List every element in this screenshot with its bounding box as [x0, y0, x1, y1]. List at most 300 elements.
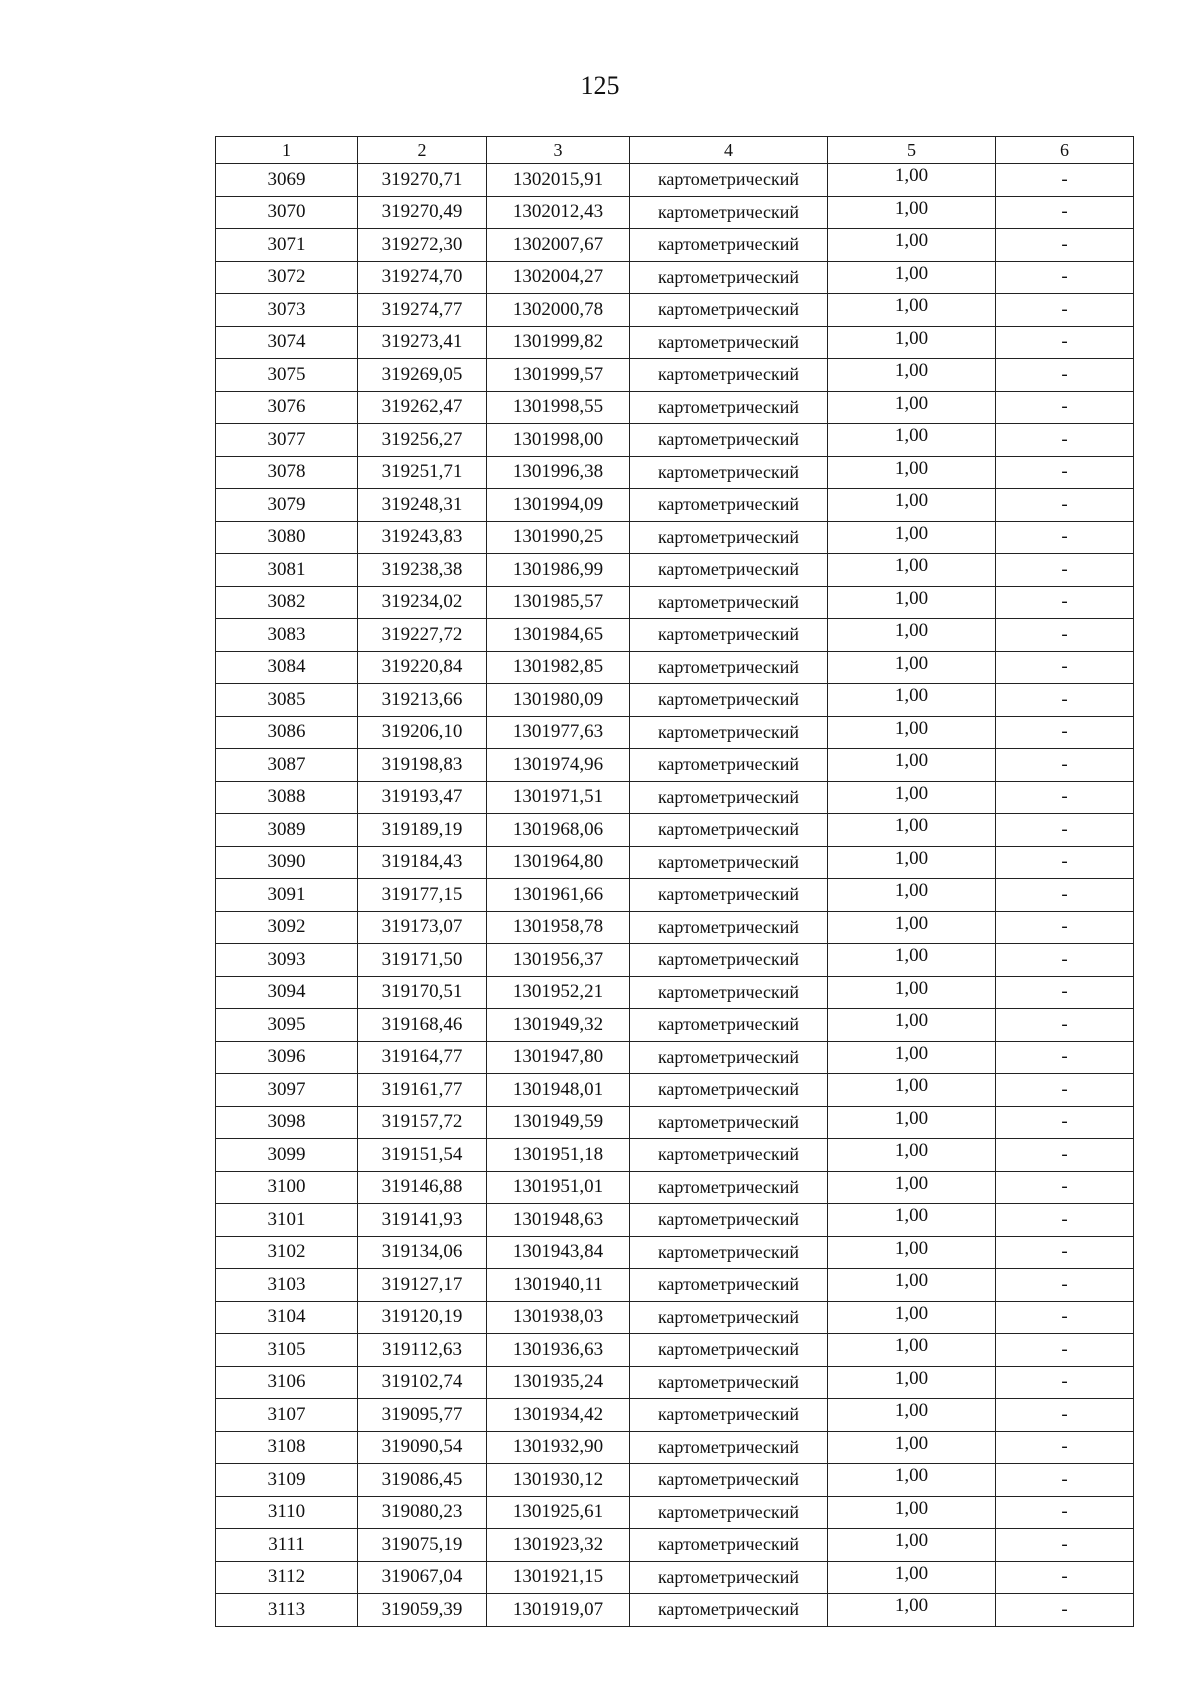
method-cell: картометрический: [630, 521, 828, 554]
point-number-cell: 3095: [216, 1009, 358, 1042]
note-cell: -: [996, 749, 1134, 782]
x-coordinate-cell: 319173,07: [358, 911, 487, 944]
accuracy-cell: 1,00: [828, 1074, 996, 1107]
column-header: 6: [996, 137, 1134, 164]
point-number-cell: 3076: [216, 391, 358, 424]
note-cell: -: [996, 814, 1134, 847]
table-row: [216, 716, 1134, 749]
note-cell: -: [996, 944, 1134, 977]
note-cell: -: [996, 1431, 1134, 1464]
y-coordinate-cell: 1301932,90: [487, 1431, 630, 1464]
note-cell: -: [996, 1171, 1134, 1204]
y-coordinate-cell: 1301949,32: [487, 1009, 630, 1042]
y-coordinate-cell: 1301994,09: [487, 489, 630, 522]
table-row: [216, 424, 1134, 457]
accuracy-cell: 1,00: [828, 1464, 996, 1497]
table-row: [216, 1009, 1134, 1042]
method-cell: картометрический: [630, 1106, 828, 1139]
note-cell: -: [996, 684, 1134, 717]
note-cell: -: [996, 1366, 1134, 1399]
y-coordinate-cell: 1302015,91: [487, 164, 630, 197]
x-coordinate-cell: 319170,51: [358, 976, 487, 1009]
accuracy-cell: 1,00: [828, 1594, 996, 1627]
method-cell: картометрический: [630, 554, 828, 587]
x-coordinate-cell: 319120,19: [358, 1301, 487, 1334]
column-header: 3: [487, 137, 630, 164]
accuracy-cell: 1,00: [828, 1009, 996, 1042]
method-cell: картометрический: [630, 456, 828, 489]
note-cell: -: [996, 391, 1134, 424]
method-cell: картометрический: [630, 1496, 828, 1529]
x-coordinate-cell: 319213,66: [358, 684, 487, 717]
note-cell: -: [996, 521, 1134, 554]
y-coordinate-cell: 1301999,57: [487, 359, 630, 392]
accuracy-cell: 1,00: [828, 261, 996, 294]
accuracy-cell: 1,00: [828, 391, 996, 424]
accuracy-cell: 1,00: [828, 456, 996, 489]
x-coordinate-cell: 319238,38: [358, 554, 487, 587]
accuracy-cell: 1,00: [828, 944, 996, 977]
note-cell: -: [996, 1301, 1134, 1334]
method-cell: картометрический: [630, 1171, 828, 1204]
x-coordinate-cell: 319157,72: [358, 1106, 487, 1139]
table-body: [216, 164, 1134, 1627]
y-coordinate-cell: 1301958,78: [487, 911, 630, 944]
table-row: [216, 1529, 1134, 1562]
accuracy-cell: 1,00: [828, 619, 996, 652]
point-number-cell: 3096: [216, 1041, 358, 1074]
table-row: [216, 229, 1134, 262]
accuracy-cell: 1,00: [828, 229, 996, 262]
y-coordinate-cell: 1301943,84: [487, 1236, 630, 1269]
x-coordinate-cell: 319184,43: [358, 846, 487, 879]
x-coordinate-cell: 319274,77: [358, 294, 487, 327]
accuracy-cell: 1,00: [828, 326, 996, 359]
y-coordinate-cell: 1301971,51: [487, 781, 630, 814]
accuracy-cell: 1,00: [828, 424, 996, 457]
note-cell: -: [996, 1334, 1134, 1367]
accuracy-cell: 1,00: [828, 651, 996, 684]
point-number-cell: 3093: [216, 944, 358, 977]
method-cell: картометрический: [630, 814, 828, 847]
point-number-cell: 3087: [216, 749, 358, 782]
x-coordinate-cell: 319080,23: [358, 1496, 487, 1529]
method-cell: картометрический: [630, 651, 828, 684]
point-number-cell: 3080: [216, 521, 358, 554]
method-cell: картометрический: [630, 1236, 828, 1269]
note-cell: -: [996, 489, 1134, 522]
y-coordinate-cell: 1301934,42: [487, 1399, 630, 1432]
table-row: [216, 196, 1134, 229]
accuracy-cell: 1,00: [828, 976, 996, 1009]
column-header: 4: [630, 137, 828, 164]
table-row: [216, 261, 1134, 294]
x-coordinate-cell: 319095,77: [358, 1399, 487, 1432]
method-cell: картометрический: [630, 1204, 828, 1237]
x-coordinate-cell: 319243,83: [358, 521, 487, 554]
note-cell: -: [996, 1204, 1134, 1237]
point-number-cell: 3073: [216, 294, 358, 327]
point-number-cell: 3070: [216, 196, 358, 229]
table-row: [216, 1301, 1134, 1334]
point-number-cell: 3078: [216, 456, 358, 489]
x-coordinate-cell: 319251,71: [358, 456, 487, 489]
point-number-cell: 3112: [216, 1561, 358, 1594]
point-number-cell: 3113: [216, 1594, 358, 1627]
table-row: [216, 684, 1134, 717]
point-number-cell: 3099: [216, 1139, 358, 1172]
method-cell: картометрический: [630, 1561, 828, 1594]
method-cell: картометрический: [630, 619, 828, 652]
table-row: [216, 879, 1134, 912]
page-number: 125: [580, 71, 620, 100]
header-row: [216, 137, 1134, 164]
point-number-cell: 3069: [216, 164, 358, 197]
x-coordinate-cell: 319164,77: [358, 1041, 487, 1074]
note-cell: -: [996, 879, 1134, 912]
y-coordinate-cell: 1301996,38: [487, 456, 630, 489]
table-row: [216, 1204, 1134, 1237]
accuracy-cell: 1,00: [828, 781, 996, 814]
x-coordinate-cell: 319273,41: [358, 326, 487, 359]
method-cell: картометрический: [630, 879, 828, 912]
y-coordinate-cell: 1301923,32: [487, 1529, 630, 1562]
y-coordinate-cell: 1302000,78: [487, 294, 630, 327]
y-coordinate-cell: 1302007,67: [487, 229, 630, 262]
y-coordinate-cell: 1301974,96: [487, 749, 630, 782]
y-coordinate-cell: 1301986,99: [487, 554, 630, 587]
accuracy-cell: 1,00: [828, 814, 996, 847]
y-coordinate-cell: 1301985,57: [487, 586, 630, 619]
point-number-cell: 3102: [216, 1236, 358, 1269]
note-cell: -: [996, 716, 1134, 749]
note-cell: -: [996, 1529, 1134, 1562]
table-header: [216, 137, 1134, 164]
method-cell: картометрический: [630, 229, 828, 262]
accuracy-cell: 1,00: [828, 716, 996, 749]
note-cell: -: [996, 1106, 1134, 1139]
y-coordinate-cell: 1301964,80: [487, 846, 630, 879]
accuracy-cell: 1,00: [828, 521, 996, 554]
accuracy-cell: 1,00: [828, 1269, 996, 1302]
table-row: [216, 1074, 1134, 1107]
x-coordinate-cell: 319102,74: [358, 1366, 487, 1399]
note-cell: -: [996, 1496, 1134, 1529]
x-coordinate-cell: 319234,02: [358, 586, 487, 619]
method-cell: картометрический: [630, 1366, 828, 1399]
note-cell: -: [996, 1561, 1134, 1594]
method-cell: картометрический: [630, 976, 828, 1009]
table-row: [216, 944, 1134, 977]
table-row: [216, 1399, 1134, 1432]
x-coordinate-cell: 319127,17: [358, 1269, 487, 1302]
accuracy-cell: 1,00: [828, 1529, 996, 1562]
point-number-cell: 3101: [216, 1204, 358, 1237]
method-cell: картометрический: [630, 1269, 828, 1302]
note-cell: -: [996, 1236, 1134, 1269]
table-row: [216, 1431, 1134, 1464]
x-coordinate-cell: 319256,27: [358, 424, 487, 457]
table-row: [216, 521, 1134, 554]
point-number-cell: 3103: [216, 1269, 358, 1302]
table-row: [216, 326, 1134, 359]
x-coordinate-cell: 319134,06: [358, 1236, 487, 1269]
point-number-cell: 3100: [216, 1171, 358, 1204]
point-number-cell: 3086: [216, 716, 358, 749]
accuracy-cell: 1,00: [828, 1399, 996, 1432]
x-coordinate-cell: 319161,77: [358, 1074, 487, 1107]
x-coordinate-cell: 319227,72: [358, 619, 487, 652]
accuracy-cell: 1,00: [828, 586, 996, 619]
method-cell: картометрический: [630, 1464, 828, 1497]
y-coordinate-cell: 1301951,01: [487, 1171, 630, 1204]
note-cell: -: [996, 1074, 1134, 1107]
note-cell: -: [996, 456, 1134, 489]
note-cell: -: [996, 1009, 1134, 1042]
y-coordinate-cell: 1301949,59: [487, 1106, 630, 1139]
point-number-cell: 3088: [216, 781, 358, 814]
point-number-cell: 3071: [216, 229, 358, 262]
y-coordinate-cell: 1301921,15: [487, 1561, 630, 1594]
x-coordinate-cell: 319248,31: [358, 489, 487, 522]
column-header: 2: [358, 137, 487, 164]
x-coordinate-cell: 319141,93: [358, 1204, 487, 1237]
x-coordinate-cell: 319274,70: [358, 261, 487, 294]
y-coordinate-cell: 1301935,24: [487, 1366, 630, 1399]
method-cell: картометрический: [630, 716, 828, 749]
method-cell: картометрический: [630, 586, 828, 619]
x-coordinate-cell: 319270,49: [358, 196, 487, 229]
method-cell: картометрический: [630, 489, 828, 522]
x-coordinate-cell: 319171,50: [358, 944, 487, 977]
method-cell: картометрический: [630, 846, 828, 879]
point-number-cell: 3094: [216, 976, 358, 1009]
table-row: [216, 1269, 1134, 1302]
note-cell: -: [996, 424, 1134, 457]
note-cell: -: [996, 261, 1134, 294]
accuracy-cell: 1,00: [828, 684, 996, 717]
y-coordinate-cell: 1301948,63: [487, 1204, 630, 1237]
accuracy-cell: 1,00: [828, 1301, 996, 1334]
accuracy-cell: 1,00: [828, 846, 996, 879]
table-row: [216, 1041, 1134, 1074]
point-number-cell: 3105: [216, 1334, 358, 1367]
point-number-cell: 3098: [216, 1106, 358, 1139]
note-cell: -: [996, 1594, 1134, 1627]
point-number-cell: 3089: [216, 814, 358, 847]
x-coordinate-cell: 319146,88: [358, 1171, 487, 1204]
accuracy-cell: 1,00: [828, 294, 996, 327]
accuracy-cell: 1,00: [828, 879, 996, 912]
point-number-cell: 3106: [216, 1366, 358, 1399]
table-row: [216, 1139, 1134, 1172]
accuracy-cell: 1,00: [828, 1204, 996, 1237]
method-cell: картометрический: [630, 359, 828, 392]
method-cell: картометрический: [630, 749, 828, 782]
coordinates-table: [215, 136, 1134, 1627]
table-row: [216, 846, 1134, 879]
accuracy-cell: 1,00: [828, 1171, 996, 1204]
note-cell: -: [996, 1399, 1134, 1432]
point-number-cell: 3092: [216, 911, 358, 944]
point-number-cell: 3110: [216, 1496, 358, 1529]
x-coordinate-cell: 319262,47: [358, 391, 487, 424]
accuracy-cell: 1,00: [828, 1366, 996, 1399]
accuracy-cell: 1,00: [828, 1041, 996, 1074]
x-coordinate-cell: 319168,46: [358, 1009, 487, 1042]
point-number-cell: 3111: [216, 1529, 358, 1562]
point-number-cell: 3085: [216, 684, 358, 717]
table-row: [216, 1171, 1134, 1204]
x-coordinate-cell: 319220,84: [358, 651, 487, 684]
method-cell: картометрический: [630, 1431, 828, 1464]
x-coordinate-cell: 319270,71: [358, 164, 487, 197]
accuracy-cell: 1,00: [828, 1236, 996, 1269]
note-cell: -: [996, 586, 1134, 619]
method-cell: картометрический: [630, 1399, 828, 1432]
note-cell: -: [996, 294, 1134, 327]
note-cell: -: [996, 976, 1134, 1009]
method-cell: картометрический: [630, 684, 828, 717]
point-number-cell: 3104: [216, 1301, 358, 1334]
method-cell: картометрический: [630, 781, 828, 814]
table-row: [216, 489, 1134, 522]
y-coordinate-cell: 1302004,27: [487, 261, 630, 294]
x-coordinate-cell: 319090,54: [358, 1431, 487, 1464]
table-row: [216, 749, 1134, 782]
x-coordinate-cell: 319112,63: [358, 1334, 487, 1367]
method-cell: картометрический: [630, 1334, 828, 1367]
note-cell: -: [996, 554, 1134, 587]
x-coordinate-cell: 319198,83: [358, 749, 487, 782]
accuracy-cell: 1,00: [828, 196, 996, 229]
x-coordinate-cell: 319075,19: [358, 1529, 487, 1562]
column-header: 1: [216, 137, 358, 164]
point-number-cell: 3109: [216, 1464, 358, 1497]
note-cell: -: [996, 164, 1134, 197]
table-row: [216, 1366, 1134, 1399]
table-row: [216, 814, 1134, 847]
y-coordinate-cell: 1302012,43: [487, 196, 630, 229]
y-coordinate-cell: 1301999,82: [487, 326, 630, 359]
note-cell: -: [996, 1139, 1134, 1172]
y-coordinate-cell: 1301947,80: [487, 1041, 630, 1074]
method-cell: картометрический: [630, 1529, 828, 1562]
table-row: [216, 911, 1134, 944]
table-row: [216, 391, 1134, 424]
x-coordinate-cell: 319272,30: [358, 229, 487, 262]
accuracy-cell: 1,00: [828, 1561, 996, 1594]
y-coordinate-cell: 1301961,66: [487, 879, 630, 912]
y-coordinate-cell: 1301940,11: [487, 1269, 630, 1302]
x-coordinate-cell: 319177,15: [358, 879, 487, 912]
method-cell: картометрический: [630, 911, 828, 944]
accuracy-cell: 1,00: [828, 164, 996, 197]
method-cell: картометрический: [630, 1594, 828, 1627]
point-number-cell: 3107: [216, 1399, 358, 1432]
accuracy-cell: 1,00: [828, 359, 996, 392]
table-row: [216, 976, 1134, 1009]
method-cell: картометрический: [630, 424, 828, 457]
x-coordinate-cell: 319086,45: [358, 1464, 487, 1497]
point-number-cell: 3075: [216, 359, 358, 392]
y-coordinate-cell: 1301984,65: [487, 619, 630, 652]
point-number-cell: 3079: [216, 489, 358, 522]
table-row: [216, 1561, 1134, 1594]
note-cell: -: [996, 781, 1134, 814]
x-coordinate-cell: 319193,47: [358, 781, 487, 814]
method-cell: картометрический: [630, 294, 828, 327]
note-cell: -: [996, 326, 1134, 359]
point-number-cell: 3074: [216, 326, 358, 359]
table-row: [216, 1106, 1134, 1139]
table-row: [216, 586, 1134, 619]
method-cell: картометрический: [630, 1009, 828, 1042]
y-coordinate-cell: 1301925,61: [487, 1496, 630, 1529]
table-row: [216, 1464, 1134, 1497]
point-number-cell: 3108: [216, 1431, 358, 1464]
note-cell: -: [996, 1269, 1134, 1302]
y-coordinate-cell: 1301952,21: [487, 976, 630, 1009]
method-cell: картометрический: [630, 1139, 828, 1172]
table-row: [216, 554, 1134, 587]
y-coordinate-cell: 1301968,06: [487, 814, 630, 847]
point-number-cell: 3077: [216, 424, 358, 457]
accuracy-cell: 1,00: [828, 1431, 996, 1464]
x-coordinate-cell: 319206,10: [358, 716, 487, 749]
method-cell: картометрический: [630, 1301, 828, 1334]
y-coordinate-cell: 1301998,00: [487, 424, 630, 457]
table-row: [216, 619, 1134, 652]
point-number-cell: 3091: [216, 879, 358, 912]
table-row: [216, 359, 1134, 392]
note-cell: -: [996, 229, 1134, 262]
table-row: [216, 1496, 1134, 1529]
y-coordinate-cell: 1301977,63: [487, 716, 630, 749]
y-coordinate-cell: 1301980,09: [487, 684, 630, 717]
table-row: [216, 1334, 1134, 1367]
accuracy-cell: 1,00: [828, 1106, 996, 1139]
method-cell: картометрический: [630, 326, 828, 359]
note-cell: -: [996, 619, 1134, 652]
x-coordinate-cell: 319269,05: [358, 359, 487, 392]
accuracy-cell: 1,00: [828, 1496, 996, 1529]
point-number-cell: 3084: [216, 651, 358, 684]
y-coordinate-cell: 1301948,01: [487, 1074, 630, 1107]
table-row: [216, 294, 1134, 327]
method-cell: картометрический: [630, 391, 828, 424]
table-row: [216, 781, 1134, 814]
method-cell: картометрический: [630, 196, 828, 229]
accuracy-cell: 1,00: [828, 1334, 996, 1367]
note-cell: -: [996, 1041, 1134, 1074]
y-coordinate-cell: 1301951,18: [487, 1139, 630, 1172]
point-number-cell: 3097: [216, 1074, 358, 1107]
table-row: [216, 1594, 1134, 1627]
column-header: 5: [828, 137, 996, 164]
point-number-cell: 3082: [216, 586, 358, 619]
note-cell: -: [996, 196, 1134, 229]
x-coordinate-cell: 319151,54: [358, 1139, 487, 1172]
y-coordinate-cell: 1301990,25: [487, 521, 630, 554]
accuracy-cell: 1,00: [828, 554, 996, 587]
point-number-cell: 3090: [216, 846, 358, 879]
table-row: [216, 651, 1134, 684]
x-coordinate-cell: 319059,39: [358, 1594, 487, 1627]
y-coordinate-cell: 1301936,63: [487, 1334, 630, 1367]
method-cell: картометрический: [630, 164, 828, 197]
point-number-cell: 3081: [216, 554, 358, 587]
